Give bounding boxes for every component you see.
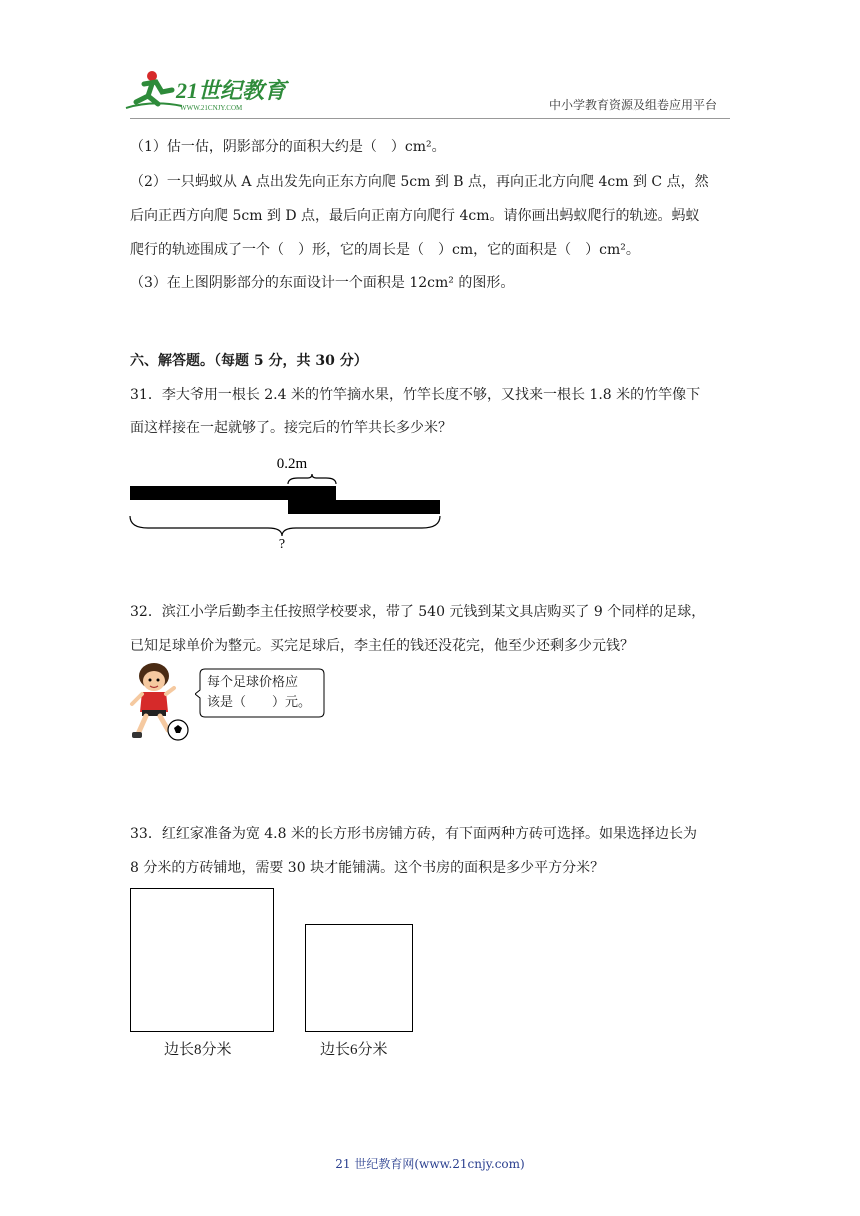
site-logo xyxy=(122,66,292,114)
section-title: 六、解答题。（每题 5 分，共 30 分） xyxy=(130,353,368,369)
q30-part2-line1: （2）一只蚂蚁从 A 点出发先向正东方向爬 5cm 到 B 点，再向正北方向爬 4cm 到 C 点，然 xyxy=(130,174,709,190)
pole-short xyxy=(288,500,440,514)
logo-text: 21世纪教育 xyxy=(176,78,287,103)
total-brace xyxy=(130,516,440,536)
speech-bubble xyxy=(195,668,325,718)
q32-line2: 已知足球单价为整元。买完足球后，李主任的钱还没花完，他至少还剩多少元钱？ xyxy=(130,638,634,654)
q30-part3: （3）在上图阴影部分的东面设计一个面积是 12cm² 的图形。 xyxy=(130,275,515,291)
q31-pole-diagram xyxy=(128,448,444,552)
overlap-label: 0.2m xyxy=(276,456,308,472)
pole-long xyxy=(130,486,336,500)
total-label: ? xyxy=(278,537,286,552)
q32-line1: 32．滨江小学后勤李主任按照学校要求，带了 540 元钱到某文具店购买了 9 个同样的足球， xyxy=(130,604,706,620)
q33-line2: 8 分米的方砖铺地，需要 30 块才能铺满。这个书房的面积是多少平方分米？ xyxy=(130,860,605,876)
logo-graphic xyxy=(122,66,292,114)
tile-8dm xyxy=(130,888,274,1032)
bubble-line1: 每个足球价格应 xyxy=(207,675,299,690)
q31-line1: 31．李大爷用一根长 2.4 米的竹竿摘水果，竹竿长度不够，又找来一根长 1.8 米的竹竿像下 xyxy=(130,387,701,403)
tile-6dm xyxy=(305,924,413,1032)
header-platform-text: 中小学教育资源及组卷应用平台 xyxy=(549,98,718,112)
footer-text: 21 世纪教育网(www.21cnjy.com) xyxy=(335,1157,525,1171)
tile-6dm-label: 边长6分米 xyxy=(320,1042,388,1058)
header-divider xyxy=(130,118,730,119)
q30-part2-line2: 后向正西方向爬 5cm 到 D 点，最后向正南方向爬行 4cm。请你画出蚂蚁爬行的轨迹。蚂蚁 xyxy=(130,208,700,224)
bubble-line2: 该是（ ）元。 xyxy=(207,695,312,710)
q30-part2-line3: 爬行的轨迹围成了一个（ ）形，它的周长是（ ）cm，它的面积是（ ）cm²。 xyxy=(130,242,640,258)
q30-part1: （1）估一估，阴影部分的面积大约是（ ）cm²。 xyxy=(130,139,446,155)
overlap-brace xyxy=(288,474,336,484)
tile-8dm-label: 边长8分米 xyxy=(164,1042,232,1058)
logo-url-text: WWW.21CNJY.COM xyxy=(180,104,243,112)
q31-line2: 面这样接在一起就够了。接完后的竹竿共长多少米？ xyxy=(130,420,452,436)
boy-soccer-illustration xyxy=(128,660,192,744)
q33-line1: 33．红红家准备为宽 4.8 米的长方形书房铺方砖，有下面两种方砖可选择。如果选择边长为 xyxy=(130,826,697,842)
